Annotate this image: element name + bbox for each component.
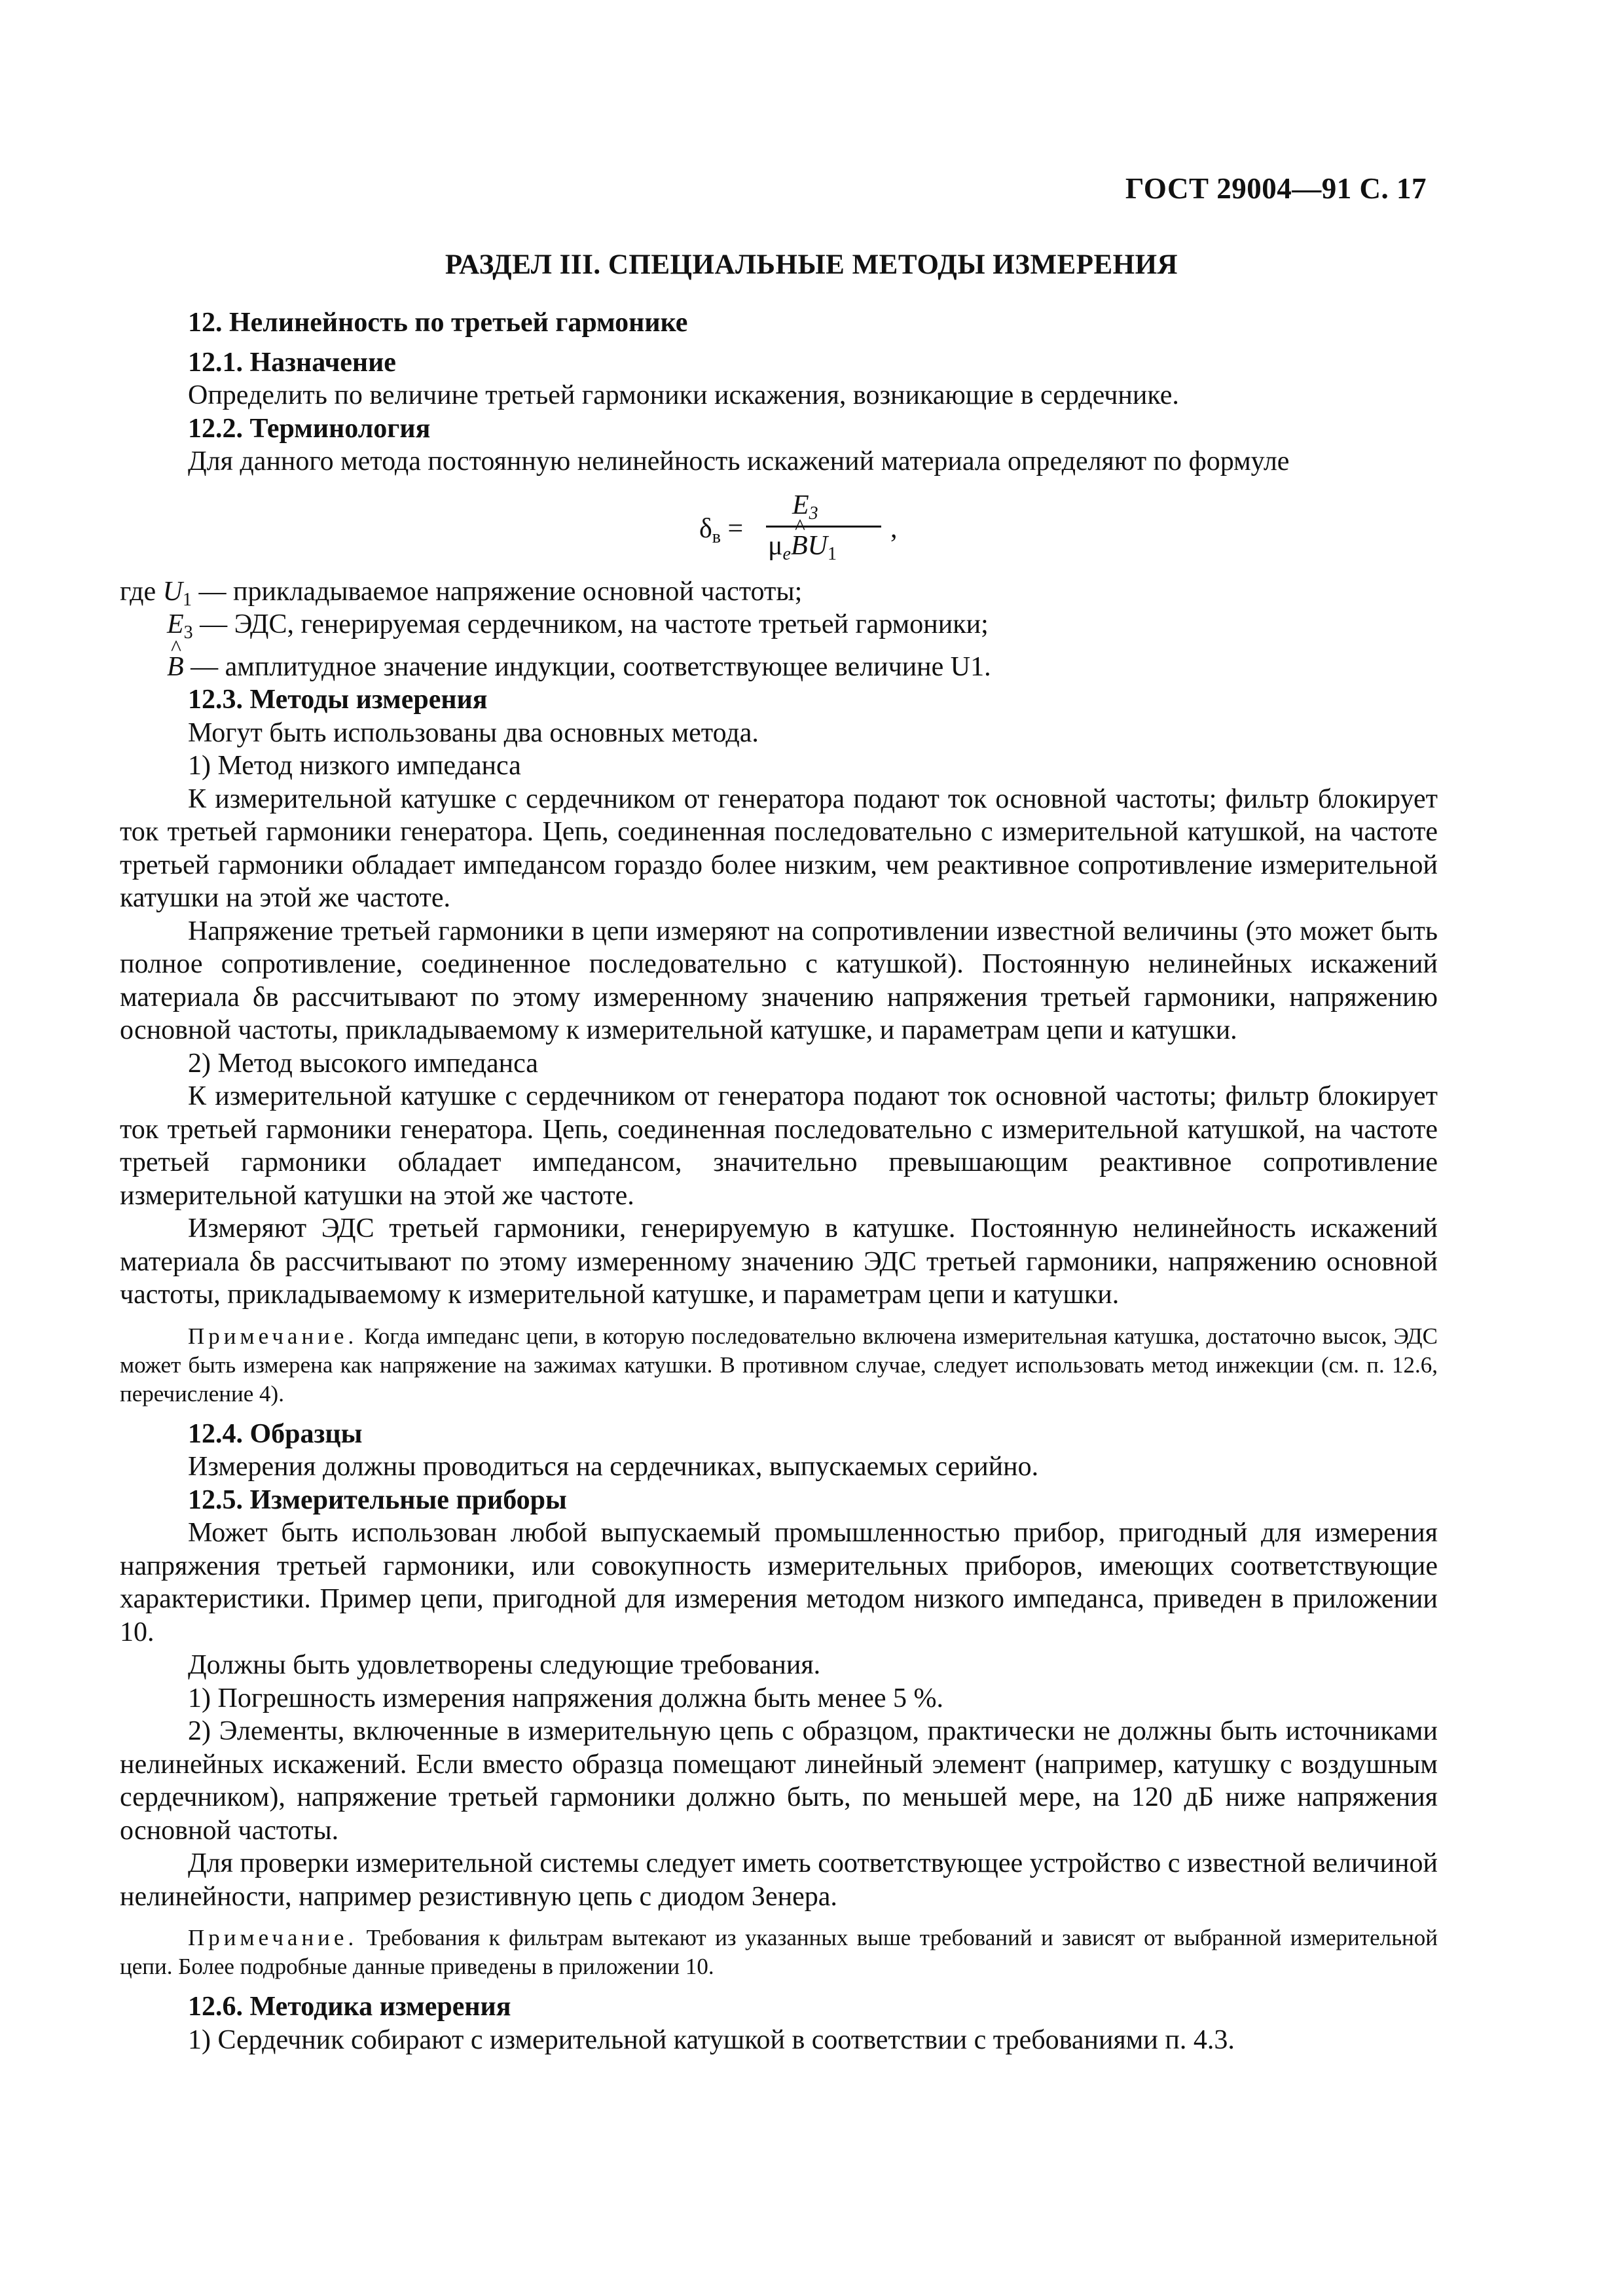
formula-comma: , [890, 513, 898, 544]
paragraph: 1) Сердечник собирают с измерительной катушкой в соответствии с требованиями п. 4.3. [188, 2024, 1235, 2055]
heading-12-3: 12.3. Методы измерения [188, 685, 488, 715]
formula-denominator: $\mu_e\^{}$ $BU_1$ [768, 529, 837, 563]
heading-12: 12. Нелинейность по третьей гармонике [188, 308, 688, 338]
formula [120, 481, 1438, 571]
method-2-title: 2) Метод высокого импеданса [188, 1048, 538, 1079]
paragraph: Для данного метода постоянную нелинейность искажений материала определяют по формуле [188, 446, 1290, 476]
heading-12-6: 12.6. Методика измерения [188, 1992, 511, 2022]
note-2: Примечание. Требования к фильтрам вытекают из указанных выше требований и зависят от выбранной измерительной цепи. Более подробные данные приведены в приложении 10. [120, 1925, 1438, 1979]
heading-12-4: 12.4. Образцы [188, 1418, 363, 1449]
heading-12-5: 12.5. Измерительные приборы [188, 1484, 567, 1515]
definition-e3: $E_3$ — ЭДС, генерируемая сердечником, на частоте третьей гармоники; [167, 609, 989, 643]
heading-12-2: 12.2. Терминология [188, 413, 431, 444]
heading-12-1: 12.1. Назначение [188, 347, 396, 378]
paragraph: К измерительной катушке с сердечником от генератора подают ток основной частоты; фильтр блокирует ток третьей гармоники генератора. Цепь, соединенная последовательно с измерительной катушкой, на частоте третьей гармоники обладает импедансом гораздо более низким, чем реактивное сопротивление измерительной катушки на этой же частоте. [120, 783, 1438, 913]
paragraph: Должны быть удовлетворены следующие требования. [188, 1650, 821, 1680]
paragraph: Напряжение третьей гармоники в цепи измеряют на сопротивлении известной величины (это может быть полное сопротивление, соединенное последовательно с катушкой). Постоянную нелинейных искажений материала δв рассчитывают по этому измеренному значению напряжения третьей гармоники, напряжению основной частоты, прикладываемому к измерительной катушке, и параметрам цепи и катушки. [120, 916, 1438, 1045]
paragraph: Могут быть использованы два основных метода. [188, 717, 759, 748]
definition-b: ^ B — амплитудное значение индукции, соответствующее величине U1. [120, 651, 1438, 684]
requirement-2: 2) Элементы, включенные в измерительную цепь с образцом, практически не должны быть источниками нелинейных искажений. Если вместо образца помещают линейный элемент (например, катушку с воздушным сердечником), напряжение третьей гармоники должно быть, по меньшей мере, на 120 дБ ниже напряжения основной частоты. [120, 1716, 1438, 1846]
definition-u1: где $U_1$ — прикладываемое напряжение основной частоты; [120, 576, 803, 610]
paragraph: Измерения должны проводиться на сердечниках, выпускаемых серийно. [188, 1452, 1039, 1482]
document-body [120, 306, 1438, 2056]
section-title: РАЗДЕЛ III. СПЕЦИАЛЬНЫЕ МЕТОДЫ ИЗМЕРЕНИЯ [445, 249, 1178, 280]
paragraph: Определить по величине третьей гармоники искажения, возникающие в сердечнике. [188, 380, 1179, 410]
formula-lhs: $\delta_в$ = [699, 513, 744, 547]
paragraph: К измерительной катушке с сердечником от генератора подают ток основной частоты; фильтр блокирует ток третьей гармоники генератора. Цепь, соединенная последовательно с измерительной катушкой, на частоте третьей гармоники обладает импедансом, значительно превышающим реактивное сопротивление измерительной катушки на этой же частоте. [120, 1081, 1438, 1211]
note-1: Примечание. Когда импеданс цепи, в которую последовательно включена измерительная катушка, достаточно высок, ЭДС может быть измерена как напряжение на зажимах катушки. В противном случае, следует использовать метод инжекции (см. п. 12.6, перечисление 4). [120, 1323, 1438, 1407]
paragraph: Для проверки измерительной системы следует иметь соответствующее устройство с известной величиной нелинейности, например резистивную цепь с диодом Зенера. [120, 1848, 1438, 1912]
paragraph: Может быть использован любой выпускаемый промышленностью прибор, пригодный для измерения напряжения третьей гармоники, или совокупность измерительных приборов, имеющих соответствующие характеристики. Пример цепи, пригодной для измерения методом низкого импеданса, приведен в приложении 10. [120, 1518, 1438, 1647]
method-1-title: 1) Метод низкого импеданса [188, 751, 521, 781]
fraction-bar [766, 526, 881, 528]
page-header: ГОСТ 29004—91 С. 17 [1125, 172, 1427, 205]
requirement-1: 1) Погрешность измерения напряжения должна быть менее 5 %. [188, 1683, 944, 1713]
paragraph: Измеряют ЭДС третьей гармоники, генерируемую в катушке. Постоянную нелинейность искажений материала δв рассчитывают по этому измеренному значению ЭДС третьей гармоники, напряжению основной частоты, прикладываемому к измерительной катушке, и параметрам цепи и катушки. [120, 1213, 1438, 1310]
formula-numerator: $E_3$ [792, 490, 818, 524]
